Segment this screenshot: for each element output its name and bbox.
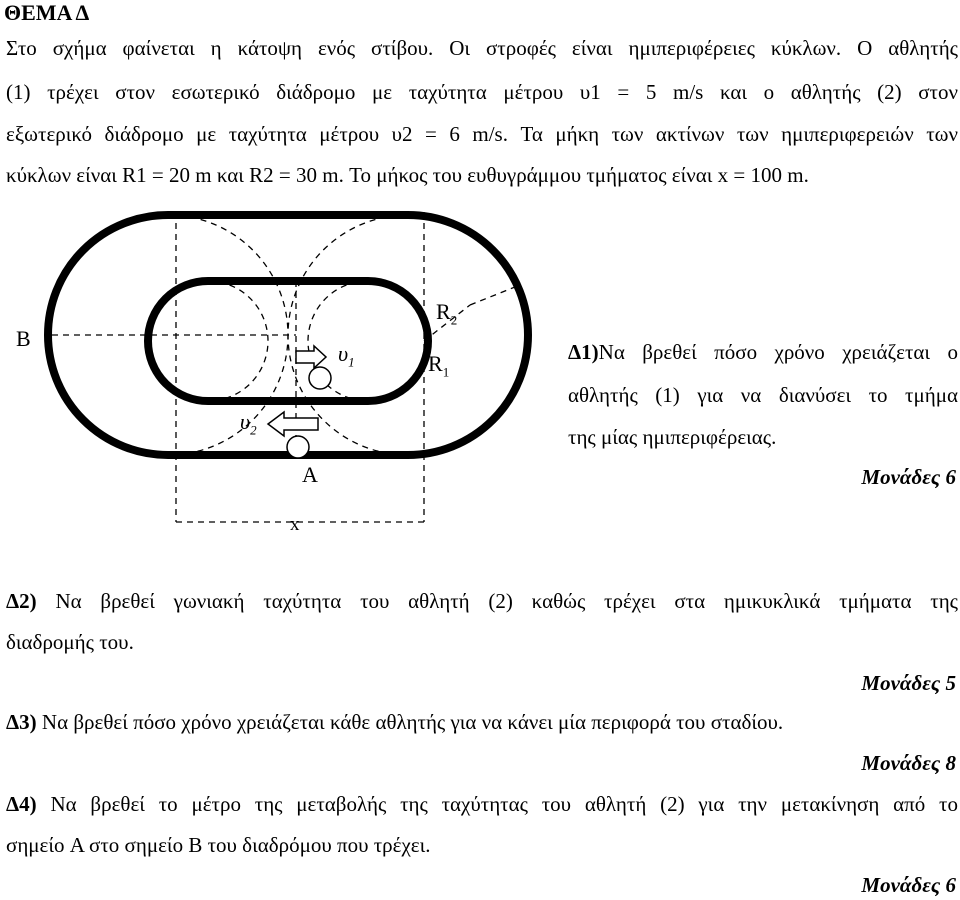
label-a: A <box>302 462 318 487</box>
question-d3 <box>6 707 783 737</box>
label-v1: $\upsilon_1$ <box>338 341 355 370</box>
d4-label: Δ4) <box>6 792 37 816</box>
v1-arrow <box>296 346 326 368</box>
d4-marks: Μονάδες 6 <box>861 873 956 897</box>
d2-line-2: διαδρομής του. <box>6 630 134 654</box>
intro-line-1: Στο σχήμα φαίνεται η κάτοψη ενός στίβου. Οι στροφές είναι ημιπεριφέρειες κύκλων. Ο αθλητής <box>6 36 958 60</box>
intro-line-3: εξωτερικό διάδρομο με ταχύτητα μέτρου υ2 = 6 m/s. Τα μήκη των ακτίνων των ημιπεριφερειών των <box>6 122 958 146</box>
question-d4 <box>6 789 958 819</box>
d3-label: Δ3) <box>6 710 37 734</box>
d1-marks: Μονάδες 6 <box>861 465 956 489</box>
d4-line-2: σημείο A στο σημείο B του διαδρόμου που τρέχει. <box>6 833 431 857</box>
d4-line-1: Να βρεθεί το μέτρο της μεταβολής της ταχύτητας του αθλητή (2) για την μετακίνηση από το <box>36 792 958 816</box>
d1-line-1: Να βρεθεί πόσο χρόνο χρειάζεται ο <box>598 340 958 364</box>
label-x: x <box>290 514 300 535</box>
d1-line-3: της μίας ημιπεριφέρειας. <box>568 425 777 449</box>
d3-line-1: Να βρεθεί πόσο χρόνο χρειάζεται κάθε αθλητής για να κάνει μία περιφορά του σταδίου. <box>36 710 784 734</box>
question-d2 <box>6 586 958 616</box>
label-r1: $R_1$ <box>428 351 450 380</box>
label-b: B <box>16 326 31 351</box>
section-title: ΘΕΜΑ Δ <box>4 0 90 25</box>
d1-label: Δ1) <box>568 340 599 364</box>
d1-line-2: αθλητής (1) για να διανύσει το τμήμα <box>568 383 958 407</box>
d3-marks: Μονάδες 8 <box>861 751 956 775</box>
d2-label: Δ2) <box>6 589 37 613</box>
inner-dashed-arc-left <box>208 281 268 401</box>
d2-line-1: Να βρεθεί γωνιακή ταχύτητα του αθλητή (2) καθώς τρέχει στα ημικυκλικά τμήματα της <box>36 589 958 613</box>
label-r2: $R_2$ <box>436 299 458 328</box>
track-diagram <box>0 200 560 550</box>
inner-track <box>148 281 428 401</box>
intro-line-2: (1) τρέχει στον εσωτερικό διάδρομο με ταχύτητα μέτρου υ1 = 5 m/s και ο αθλητής (2) στον <box>6 80 958 104</box>
d2-marks: Μονάδες 5 <box>861 671 956 695</box>
athlete-2 <box>287 436 309 458</box>
athlete-1 <box>309 367 331 389</box>
v2-arrow <box>268 412 318 436</box>
r2-radius-line <box>470 285 520 305</box>
intro-line-4: κύκλων είναι R1 = 20 m και R2 = 30 m. Το μήκος του ευθυγράμμου τμήματος είναι x = 100 m. <box>6 163 809 187</box>
question-d1 <box>568 337 958 367</box>
label-v2: $\upsilon_2$ <box>240 409 257 438</box>
